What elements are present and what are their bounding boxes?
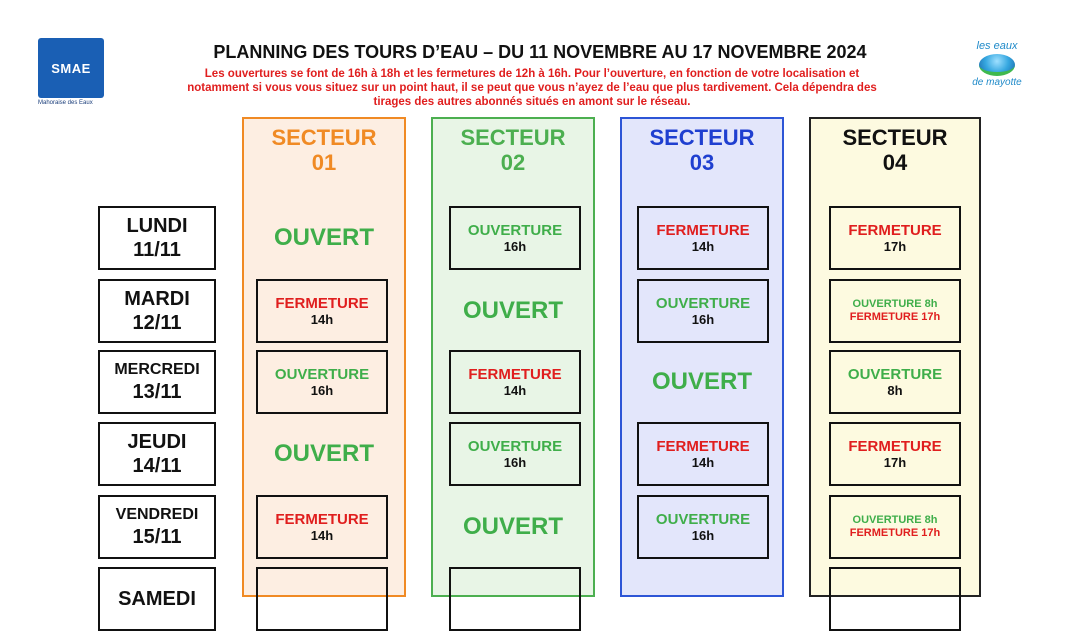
schedule-cell [637,206,769,270]
fermeture-label: FERMETURE [849,527,919,539]
sector-label: SECTEUR [271,125,377,150]
open-status: OUVERT [273,440,374,467]
schedule-cell [829,422,961,486]
schedule-cell [256,350,388,414]
schedule-cell [829,567,961,631]
cell-hour: 14h [691,238,715,254]
ouverture-label: OUVERTURE [655,510,751,528]
eaux-logo-bottom-text: de mayotte [972,77,1022,88]
day-date: 11/11 [133,238,181,261]
sector-04-title [811,125,979,175]
subtitle-line: tirages des autres abonnés situés en amont sur le réseau. [373,96,691,108]
subtitle-line: notamment si vous vous situez sur un point haut, il se peut que vous n’ayez de l’eau que plus tardivement. Cela dépendra des [187,82,877,94]
fermeture-label: FERMETURE [849,311,919,323]
day-label-box [98,206,216,270]
schedule-cell [637,495,769,559]
ouverture-label: OUVERTURE [852,298,922,310]
cell-hour: 17h [921,311,941,323]
sector-01-title [244,125,404,175]
sector-label: SECTEUR [460,125,566,150]
schedule-cell [637,422,769,486]
open-status: OUVERT [462,513,563,540]
sector-number: 02 [500,150,526,175]
fermeture-label: FERMETURE [275,294,369,312]
fermeture-label: FERMETURE [848,437,942,455]
schedule-cell [449,350,581,414]
schedule-cell [256,495,388,559]
sector-number: 04 [882,150,908,175]
ouverture-label: OUVERTURE [655,294,751,312]
day-name: MARDI [124,287,190,310]
schedule-cell [829,206,961,270]
schedule-cell-dual [829,495,961,559]
schedule-cell [449,206,581,270]
cell-hour: 14h [691,454,715,470]
fermeture-label: FERMETURE [656,437,750,455]
cell-hour: 14h [310,527,334,543]
page-title: PLANNING DES TOURS D’EAU – DU 11 NOVEMBRE AU 17 NOVEMBRE 2024 [213,42,867,62]
sector-number: 03 [689,150,715,175]
day-date: 12/11 [132,311,182,334]
sector-label: SECTEUR [649,125,755,150]
cell-hour: 8h [924,298,938,310]
fermeture-label: FERMETURE [275,510,369,528]
day-date: 14/11 [132,454,182,477]
smae-logo-subtitle: Mahoraise des Eaux [38,100,93,106]
day-date: 13/11 [132,381,182,403]
schedule-cell [637,279,769,343]
open-status: OUVERT [273,224,374,251]
day-label-box [98,567,216,631]
fermeture-label: FERMETURE [468,365,562,383]
eaux-de-mayotte-logo [964,40,1030,106]
dual-line [831,311,959,324]
schedule-cell [449,422,581,486]
ouverture-label: OUVERTURE [852,514,922,526]
day-label-box [98,279,216,343]
day-name: MERCREDI [114,361,200,378]
fermeture-label: FERMETURE [848,221,942,239]
open-status: OUVERT [651,368,752,395]
cell-hour: 17h [921,527,941,539]
schedule-cell [256,567,388,631]
schedule-cell [449,567,581,631]
open-status: OUVERT [462,297,563,324]
day-label-box [98,422,216,486]
ouverture-label: OUVERTURE [847,365,943,383]
schedule-cell [829,350,961,414]
smae-logo-mark: SMAE [38,38,104,98]
cell-hour: 8h [887,382,903,398]
cell-hour: 16h [310,382,334,398]
smae-logo [38,38,106,112]
cell-hour: 14h [310,311,334,327]
dual-line [831,514,959,527]
cell-hour: 16h [503,454,527,470]
day-name: LUNDI [126,214,188,237]
dual-line [831,298,959,311]
sector-number: 01 [311,150,337,175]
sector-label: SECTEUR [842,125,948,150]
cell-hour: 16h [691,527,715,543]
day-name: JEUDI [127,430,187,453]
fermeture-label: FERMETURE [656,221,750,239]
cell-hour: 14h [503,382,527,398]
cell-hour: 16h [503,238,527,254]
cell-hour: 8h [924,514,938,526]
day-label-box [98,350,216,414]
sector-03-title [622,125,782,175]
cell-hour: 17h [883,238,907,254]
sector-02-title [433,125,593,175]
day-date: 15/11 [132,526,182,548]
ouverture-label: OUVERTURE [274,365,370,383]
day-name: SAMEDI [118,587,196,610]
day-name: VENDREDI [115,506,199,523]
dual-line [831,527,959,540]
page-subtitle [132,67,932,109]
schedule-cell-dual [829,279,961,343]
water-drop-icon [979,54,1015,76]
cell-hour: 16h [691,311,715,327]
ouverture-label: OUVERTURE [467,437,563,455]
cell-hour: 17h [883,454,907,470]
eaux-logo-top-text: les eaux [976,40,1018,52]
ouverture-label: OUVERTURE [467,221,563,239]
subtitle-line: Les ouvertures se font de 16h à 18h et les fermetures de 12h à 16h. Pour l’ouverture, en fonction de votre localisation et [204,68,860,80]
day-label-box [98,495,216,559]
schedule-cell [256,279,388,343]
